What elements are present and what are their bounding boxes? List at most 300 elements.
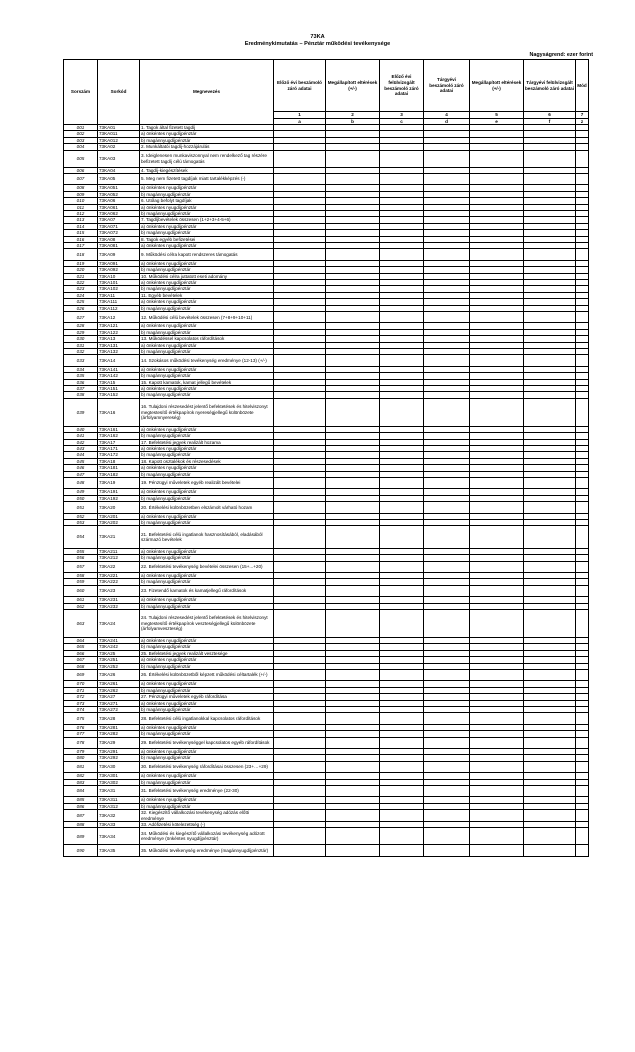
row-number: 031: [64, 342, 98, 348]
value-cell[interactable]: [380, 761, 424, 772]
value-cell[interactable]: [326, 585, 380, 596]
value-cell[interactable]: [470, 845, 524, 856]
row-number: 069: [64, 669, 98, 680]
row-label: 12. Működési célú bevételek összesen (7+8+9+10+11): [140, 312, 274, 323]
row-code: 73KA15: [98, 379, 140, 385]
value-cell[interactable]: [424, 173, 470, 184]
row-label: 5. Meg nem fizetett tagdíjak miatt tartalékképzés (-): [140, 173, 274, 184]
row-label: 25. Befektetési jegyek realizált vesztesége: [140, 650, 274, 656]
row-label: a) önkéntes nyugdíjpénztár: [140, 681, 274, 687]
row-label: 19. Pénzügyi műveletek egyéb realizált bevételei: [140, 478, 274, 489]
value-cell[interactable]: [576, 810, 589, 822]
row-code: 73KA30: [98, 761, 140, 772]
value-cell[interactable]: [524, 312, 576, 323]
value-cell[interactable]: [576, 526, 589, 548]
row-number: 032: [64, 349, 98, 355]
value-cell[interactable]: [424, 785, 470, 796]
value-cell[interactable]: [576, 502, 589, 513]
row-number: 053: [64, 520, 98, 526]
value-cell[interactable]: [424, 150, 470, 167]
value-cell[interactable]: [470, 355, 524, 366]
row-number: 064: [64, 637, 98, 643]
value-cell[interactable]: [380, 526, 424, 548]
row-label: b) magánnyugdíjpénztár: [140, 286, 274, 292]
value-cell[interactable]: [524, 669, 576, 680]
row-number: 060: [64, 585, 98, 596]
value-cell[interactable]: [326, 737, 380, 748]
value-cell[interactable]: [424, 669, 470, 680]
value-cell[interactable]: [380, 173, 424, 184]
row-label: 2. Munkáltatói tagdíj-hozzájárulás: [140, 144, 274, 150]
value-cell[interactable]: [326, 713, 380, 724]
value-cell[interactable]: [326, 828, 380, 845]
value-cell[interactable]: [524, 561, 576, 572]
row-label: b) magánnyugdíjpénztár: [140, 471, 274, 477]
value-cell[interactable]: [326, 810, 380, 822]
row-code: 73KA22: [98, 561, 140, 572]
row-label: 8. Tagok egyéb befizetései: [140, 236, 274, 242]
value-cell[interactable]: [380, 249, 424, 260]
value-cell[interactable]: [576, 355, 589, 366]
col-letter: f: [524, 118, 576, 125]
value-cell[interactable]: [424, 561, 470, 572]
row-label: b) magánnyugdíjpénztár: [140, 230, 274, 236]
row-label: b) magánnyugdíjpénztár: [140, 520, 274, 526]
value-cell[interactable]: [524, 610, 576, 638]
row-code: 73KA29: [98, 737, 140, 748]
row-number: 056: [64, 555, 98, 561]
value-cell[interactable]: [424, 737, 470, 748]
value-cell[interactable]: [326, 526, 380, 548]
value-cell[interactable]: [470, 173, 524, 184]
col-letter: b: [326, 118, 380, 125]
value-cell[interactable]: [470, 398, 524, 426]
row-number: 039: [64, 398, 98, 426]
value-cell[interactable]: [424, 398, 470, 426]
value-cell[interactable]: [424, 526, 470, 548]
value-cell[interactable]: [524, 737, 576, 748]
value-cell[interactable]: [524, 713, 576, 724]
row-code: 73KA311: [98, 797, 140, 803]
row-code: 73KA131: [98, 342, 140, 348]
row-code: 73KA04: [98, 167, 140, 173]
value-cell[interactable]: [274, 561, 326, 572]
row-code: 73KA132: [98, 349, 140, 355]
value-cell[interactable]: [326, 249, 380, 260]
value-cell[interactable]: [470, 312, 524, 323]
col-header-c6: Tárgyévi felülvizsgált beszámoló záró adatai: [524, 60, 576, 112]
row-code: 73KA26: [98, 669, 140, 680]
row-number: 025: [64, 299, 98, 305]
value-cell[interactable]: [380, 398, 424, 426]
value-cell[interactable]: [576, 398, 589, 426]
row-number: 090: [64, 845, 98, 856]
value-cell[interactable]: [576, 561, 589, 572]
row-label: 30. Befektetési tevékenység ráfordításai összesen (23+…+29): [140, 761, 274, 772]
value-cell[interactable]: [524, 526, 576, 548]
value-cell[interactable]: [470, 713, 524, 724]
value-cell[interactable]: [524, 502, 576, 513]
value-cell[interactable]: [424, 249, 470, 260]
row-number: 049: [64, 489, 98, 495]
col-number: 5: [470, 112, 524, 119]
row-label: 15. Kapott kamatok, kamat jellegű bevételek: [140, 379, 274, 385]
row-code: 73KA291: [98, 748, 140, 754]
value-cell[interactable]: [524, 355, 576, 366]
value-cell[interactable]: [576, 828, 589, 845]
row-code: 73KA02: [98, 144, 140, 150]
row-number: 066: [64, 650, 98, 656]
value-cell[interactable]: [380, 355, 424, 366]
row-code: 73KA231: [98, 597, 140, 603]
value-cell[interactable]: [380, 669, 424, 680]
value-cell[interactable]: [326, 785, 380, 796]
value-cell[interactable]: [424, 585, 470, 596]
row-label: a) önkéntes nyugdíjpénztár: [140, 489, 274, 495]
row-number: 073: [64, 700, 98, 706]
value-cell[interactable]: [380, 845, 424, 856]
value-cell[interactable]: [470, 561, 524, 572]
value-cell[interactable]: [274, 785, 326, 796]
table-row: [64, 502, 589, 513]
row-label: 26. Értékelési különbözetből képzett működési céltartalék (+/-): [140, 669, 274, 680]
value-cell[interactable]: [380, 713, 424, 724]
col-letter: z: [576, 118, 589, 125]
value-cell[interactable]: [576, 610, 589, 638]
value-cell[interactable]: [380, 150, 424, 167]
row-code: 73KA33: [98, 821, 140, 827]
row-code: 73KA27: [98, 694, 140, 700]
row-label: b) magánnyugdíjpénztár: [140, 433, 274, 439]
value-cell[interactable]: [470, 585, 524, 596]
row-number: 077: [64, 731, 98, 737]
row-number: 034: [64, 366, 98, 372]
row-number: 070: [64, 681, 98, 687]
row-code: 73KA151: [98, 386, 140, 392]
value-cell[interactable]: [470, 669, 524, 680]
row-code: 73KA122: [98, 329, 140, 335]
value-cell[interactable]: [274, 249, 326, 260]
row-number: 019: [64, 260, 98, 266]
row-code: 73KA271: [98, 700, 140, 706]
row-number: 045: [64, 458, 98, 464]
value-cell[interactable]: [576, 785, 589, 796]
row-number: 006: [64, 167, 98, 173]
value-cell[interactable]: [380, 312, 424, 323]
table-row: [64, 845, 589, 856]
row-label: a) önkéntes nyugdíjpénztár: [140, 573, 274, 579]
row-number: 018: [64, 249, 98, 260]
value-cell[interactable]: [576, 249, 589, 260]
row-label: b) magánnyugdíjpénztár: [140, 210, 274, 216]
col-number: 1: [274, 112, 326, 119]
row-label: a) önkéntes nyugdíjpénztár: [140, 773, 274, 779]
value-cell[interactable]: [470, 526, 524, 548]
value-cell[interactable]: [380, 810, 424, 822]
value-cell[interactable]: [576, 737, 589, 748]
value-cell[interactable]: [380, 502, 424, 513]
value-cell[interactable]: [524, 785, 576, 796]
value-cell[interactable]: [524, 845, 576, 856]
value-cell[interactable]: [470, 478, 524, 489]
row-number: 089: [64, 828, 98, 845]
value-cell[interactable]: [524, 828, 576, 845]
value-cell[interactable]: [424, 355, 470, 366]
row-number: 021: [64, 273, 98, 279]
value-cell[interactable]: [380, 828, 424, 845]
value-cell[interactable]: [424, 312, 470, 323]
value-cell[interactable]: [424, 713, 470, 724]
row-label: 14. Szokásos működési tevékenység eredménye (12-13) (+/-): [140, 355, 274, 366]
value-cell[interactable]: [576, 173, 589, 184]
row-label: a) önkéntes nyugdíjpénztár: [140, 204, 274, 210]
value-cell[interactable]: [424, 845, 470, 856]
value-cell[interactable]: [424, 502, 470, 513]
value-cell[interactable]: [380, 785, 424, 796]
row-code: 73KA261: [98, 681, 140, 687]
row-label: a) önkéntes nyugdíjpénztár: [140, 597, 274, 603]
value-cell[interactable]: [524, 478, 576, 489]
row-label: b) magánnyugdíjpénztár: [140, 731, 274, 737]
row-number: 004: [64, 144, 98, 150]
row-code: 73KA112: [98, 305, 140, 311]
row-code: 73KA302: [98, 779, 140, 785]
value-cell[interactable]: [424, 478, 470, 489]
value-cell[interactable]: [576, 150, 589, 167]
row-code: 73KA141: [98, 366, 140, 372]
value-cell[interactable]: [274, 312, 326, 323]
row-number: 046: [64, 465, 98, 471]
value-cell[interactable]: [326, 173, 380, 184]
row-label: b) magánnyugdíjpénztár: [140, 329, 274, 335]
row-code: 73KA061: [98, 204, 140, 210]
row-code: 73KA272: [98, 706, 140, 712]
row-code: 73KA01: [98, 125, 140, 131]
value-cell[interactable]: [524, 810, 576, 822]
value-cell[interactable]: [524, 173, 576, 184]
row-label: a) önkéntes nyugdíjpénztár: [140, 724, 274, 730]
form-code: 73KA: [310, 34, 325, 40]
value-cell[interactable]: [524, 398, 576, 426]
value-cell[interactable]: [326, 845, 380, 856]
value-cell[interactable]: [274, 502, 326, 513]
value-cell[interactable]: [576, 312, 589, 323]
row-label: 31. Befektetési tevékenység eredménye (22-30): [140, 785, 274, 796]
value-cell[interactable]: [524, 249, 576, 260]
row-label: a) önkéntes nyugdíjpénztár: [140, 465, 274, 471]
value-cell[interactable]: [380, 561, 424, 572]
value-cell[interactable]: [274, 173, 326, 184]
table-row: [64, 478, 589, 489]
value-cell[interactable]: [274, 713, 326, 724]
value-cell[interactable]: [380, 610, 424, 638]
value-cell[interactable]: [326, 669, 380, 680]
row-number: 037: [64, 386, 98, 392]
row-code: 73KA35: [98, 845, 140, 856]
value-cell[interactable]: [274, 828, 326, 845]
table-row: [64, 561, 589, 572]
value-cell[interactable]: [576, 713, 589, 724]
row-number: 007: [64, 173, 98, 184]
row-code: 73KA14: [98, 355, 140, 366]
table-row: [64, 737, 589, 748]
value-cell[interactable]: [274, 669, 326, 680]
value-cell[interactable]: [274, 150, 326, 167]
row-code: 73KA241: [98, 637, 140, 643]
col-header-megnevezes: Megnevezés: [140, 60, 274, 125]
value-cell[interactable]: [470, 785, 524, 796]
value-cell[interactable]: [470, 610, 524, 638]
value-cell[interactable]: [326, 150, 380, 167]
value-cell[interactable]: [470, 828, 524, 845]
row-label: b) magánnyugdíjpénztár: [140, 452, 274, 458]
row-number: 016: [64, 236, 98, 242]
value-cell[interactable]: [470, 249, 524, 260]
row-number: 082: [64, 773, 98, 779]
row-number: 024: [64, 292, 98, 298]
row-number: 044: [64, 452, 98, 458]
row-number: 061: [64, 597, 98, 603]
value-cell[interactable]: [274, 737, 326, 748]
row-code: 73KA18: [98, 458, 140, 464]
row-code: 73KA13: [98, 336, 140, 342]
row-code: 73KA172: [98, 452, 140, 458]
row-label: a) önkéntes nyugdíjpénztár: [140, 797, 274, 803]
row-number: 083: [64, 779, 98, 785]
row-code: 73KA281: [98, 724, 140, 730]
row-code: 73KA23: [98, 585, 140, 596]
row-code: 73KA242: [98, 644, 140, 650]
value-cell[interactable]: [274, 845, 326, 856]
row-code: 73KA152: [98, 392, 140, 398]
value-cell[interactable]: [424, 828, 470, 845]
value-cell[interactable]: [326, 312, 380, 323]
value-cell[interactable]: [576, 478, 589, 489]
table-row: [64, 785, 589, 796]
row-code: 73KA28: [98, 713, 140, 724]
row-label: a) önkéntes nyugdíjpénztár: [140, 279, 274, 285]
value-cell[interactable]: [274, 398, 326, 426]
value-cell[interactable]: [424, 810, 470, 822]
value-cell[interactable]: [326, 398, 380, 426]
row-label: b) magánnyugdíjpénztár: [140, 267, 274, 273]
value-cell[interactable]: [470, 150, 524, 167]
value-cell[interactable]: [326, 610, 380, 638]
col-number: 6: [524, 112, 576, 119]
row-code: 73KA09: [98, 249, 140, 260]
value-cell[interactable]: [326, 561, 380, 572]
row-number: 010: [64, 198, 98, 204]
row-label: a) önkéntes nyugdíjpénztár: [140, 299, 274, 305]
row-label: a) önkéntes nyugdíjpénztár: [140, 342, 274, 348]
value-cell[interactable]: [274, 526, 326, 548]
value-cell[interactable]: [576, 761, 589, 772]
row-number: 085: [64, 797, 98, 803]
value-cell[interactable]: [326, 502, 380, 513]
row-label: b) magánnyugdíjpénztár: [140, 603, 274, 609]
col-number: 4: [424, 112, 470, 119]
value-cell[interactable]: [470, 810, 524, 822]
value-cell[interactable]: [380, 585, 424, 596]
row-code: 73KA192: [98, 495, 140, 501]
value-cell[interactable]: [524, 150, 576, 167]
row-label: b) magánnyugdíjpénztár: [140, 305, 274, 311]
value-cell[interactable]: [524, 761, 576, 772]
value-cell[interactable]: [424, 761, 470, 772]
value-cell[interactable]: [470, 737, 524, 748]
row-label: b) magánnyugdíjpénztár: [140, 555, 274, 561]
value-cell[interactable]: [380, 478, 424, 489]
value-cell[interactable]: [576, 669, 589, 680]
row-number: 052: [64, 513, 98, 519]
row-label: 35. Működési tevékenység eredménye (magánnyugdíjpénztár): [140, 845, 274, 856]
row-label: a) önkéntes nyugdíjpénztár: [140, 223, 274, 229]
value-cell[interactable]: [576, 585, 589, 596]
row-number: 026: [64, 305, 98, 311]
value-cell[interactable]: [524, 585, 576, 596]
row-number: 075: [64, 713, 98, 724]
row-code: 73KA091: [98, 260, 140, 266]
page-title: Eredménykimutatás – Pénztár működési tevékenysége: [244, 41, 391, 47]
value-cell[interactable]: [380, 737, 424, 748]
value-cell[interactable]: [274, 810, 326, 822]
value-cell[interactable]: [470, 761, 524, 772]
row-code: 73KA03: [98, 150, 140, 167]
row-number: 087: [64, 810, 98, 822]
value-cell[interactable]: [576, 845, 589, 856]
col-letter: e: [470, 118, 524, 125]
value-cell[interactable]: [274, 610, 326, 638]
row-label: 22. Befektetési tevékenység bevételei összesen (15+...+20): [140, 561, 274, 572]
row-code: 73KA171: [98, 445, 140, 451]
row-code: 73KA11: [98, 292, 140, 298]
value-cell[interactable]: [274, 761, 326, 772]
unit-label: Nagyságrend: ezer forint: [529, 52, 593, 58]
row-code: 73KA212: [98, 555, 140, 561]
col-header-c2: Megállapított eltérések (+/-): [326, 60, 380, 112]
row-label: b) magánnyugdíjpénztár: [140, 779, 274, 785]
row-number: 001: [64, 125, 98, 131]
row-label: 18. Kapott osztalékok és részesedések: [140, 458, 274, 464]
row-label: b) magánnyugdíjpénztár: [140, 191, 274, 197]
value-cell[interactable]: [424, 610, 470, 638]
row-number: 079: [64, 748, 98, 754]
value-cell[interactable]: [326, 478, 380, 489]
value-cell[interactable]: [326, 761, 380, 772]
value-cell[interactable]: [274, 585, 326, 596]
row-code: 73KA221: [98, 573, 140, 579]
value-cell[interactable]: [274, 478, 326, 489]
value-cell[interactable]: [274, 355, 326, 366]
row-code: 73KA081: [98, 242, 140, 248]
row-number: 081: [64, 761, 98, 772]
row-code: 73KA072: [98, 230, 140, 236]
row-code: 73KA25: [98, 650, 140, 656]
row-number: 074: [64, 706, 98, 712]
row-code: 73KA07: [98, 217, 140, 223]
row-label: 11. Egyéb bevételek: [140, 292, 274, 298]
row-label: b) magánnyugdíjpénztár: [140, 644, 274, 650]
value-cell[interactable]: [470, 502, 524, 513]
row-code: 73KA06: [98, 198, 140, 204]
row-code: 73KA20: [98, 502, 140, 513]
col-header-c1: Előző évi beszámoló záró adatai: [274, 60, 326, 112]
value-cell[interactable]: [326, 355, 380, 366]
row-number: 048: [64, 478, 98, 489]
row-number: 005: [64, 150, 98, 167]
row-number: 041: [64, 433, 98, 439]
row-code: 73KA012: [98, 137, 140, 143]
